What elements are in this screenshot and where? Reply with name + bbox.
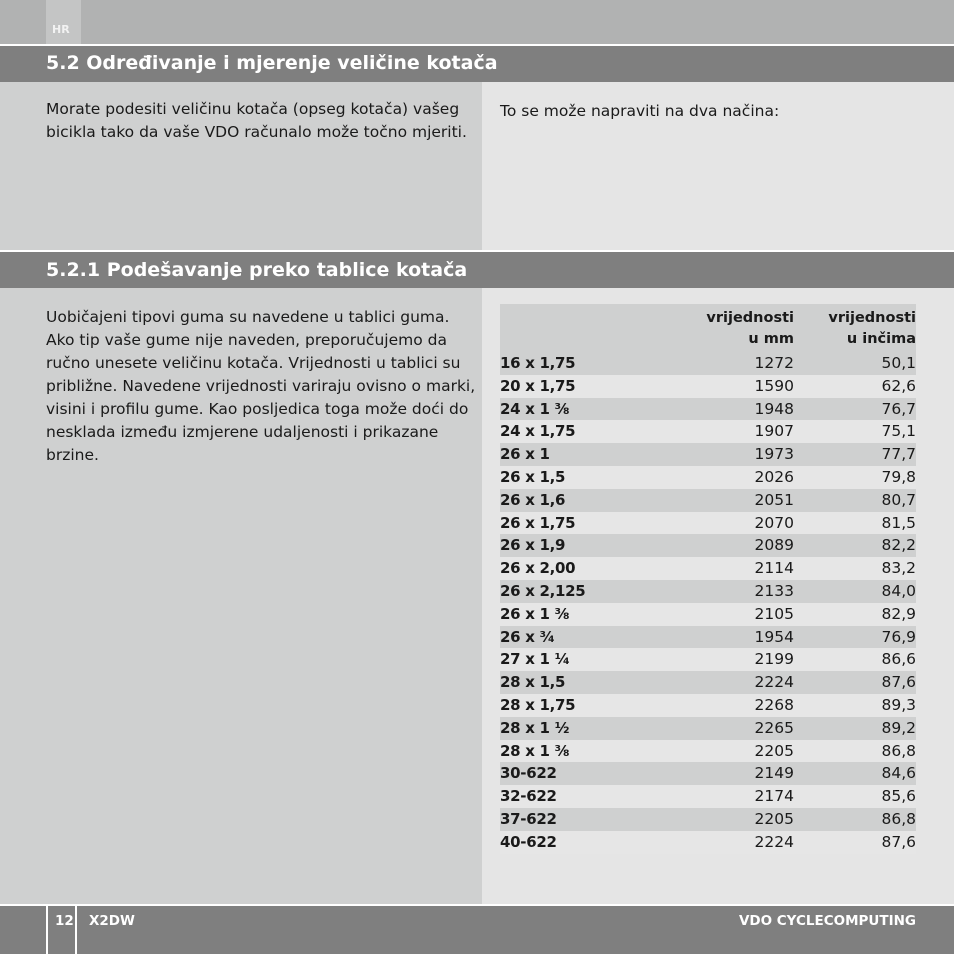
inch-value-cell: 81,5 <box>881 513 916 532</box>
column-header-mm: vrijednosti u mm <box>706 310 794 347</box>
tire-size-cell: 40-622 <box>500 832 557 851</box>
mm-value-cell: 2265 <box>754 718 794 737</box>
language-tab <box>46 0 81 44</box>
inch-value-cell: 87,6 <box>881 832 916 851</box>
paragraph-two-ways: To se može napraviti na dva načina: <box>500 102 780 120</box>
tire-size-cell: 30-622 <box>500 764 557 783</box>
tire-size-cell: 26 x 1 ³⁄₈ <box>500 604 570 623</box>
tire-size-cell: 28 x 1,75 <box>500 695 576 714</box>
tire-size-cell: 26 x ³⁄₄ <box>500 627 555 646</box>
inch-value-cell: 50,1 <box>881 354 916 372</box>
table-row <box>500 785 916 808</box>
mm-value-cell: 2070 <box>754 513 794 532</box>
table-row <box>500 762 916 785</box>
inch-value-cell: 89,3 <box>881 695 916 714</box>
table-row <box>500 398 916 421</box>
table-row <box>500 466 916 489</box>
tire-size-cell: 26 x 1,75 <box>500 513 576 532</box>
table-header <box>500 304 916 352</box>
inch-value-cell: 87,6 <box>881 673 916 692</box>
table-row <box>500 717 916 740</box>
table-row <box>500 671 916 694</box>
mm-value-cell: 1272 <box>754 354 794 372</box>
footer <box>0 906 954 954</box>
inch-value-cell: 62,6 <box>881 376 916 395</box>
table-row <box>500 808 916 831</box>
mm-value-cell: 2089 <box>754 536 794 555</box>
table-row <box>500 443 916 466</box>
mm-value-cell: 1907 <box>754 422 794 441</box>
mm-value-cell: 1948 <box>754 399 794 418</box>
mm-value-cell: 2174 <box>754 787 794 806</box>
mm-value-cell: 1973 <box>754 445 794 464</box>
mm-value-cell: 2105 <box>754 604 794 623</box>
inch-value-cell: 77,7 <box>881 445 916 464</box>
tire-size-cell: 26 x 2,00 <box>500 559 576 578</box>
table-row <box>500 557 916 580</box>
inch-value-cell: 83,2 <box>881 559 916 578</box>
tire-size-cell: 26 x 2,125 <box>500 581 586 600</box>
language-label: HR <box>52 23 70 36</box>
inch-value-cell: 86,8 <box>881 741 916 760</box>
mm-value-cell: 1590 <box>754 376 794 395</box>
table-row <box>500 831 916 854</box>
inch-value-cell: 76,9 <box>881 627 916 646</box>
section-header-5-2 <box>0 46 954 82</box>
model-name: X2DW <box>89 913 135 929</box>
table-row <box>500 603 916 626</box>
section-header-5-2-1 <box>0 252 954 288</box>
mm-value-cell: 2026 <box>754 467 794 486</box>
tire-size-cell: 20 x 1,75 <box>500 376 576 395</box>
table-row <box>500 375 916 398</box>
top-bar <box>0 0 954 44</box>
table-row <box>500 580 916 603</box>
section-title-5-2: 5.2 Određivanje i mjerenje veličine kotača <box>46 52 498 74</box>
tire-size-cell: 24 x 1,75 <box>500 422 576 441</box>
inch-value-cell: 84,0 <box>881 581 916 600</box>
tire-size-cell: 27 x 1 ¹⁄₄ <box>500 650 570 669</box>
mm-value-cell: 2149 <box>754 764 794 783</box>
inch-value-cell: 80,7 <box>881 490 916 509</box>
mm-value-cell: 2224 <box>754 673 794 692</box>
mm-value-cell: 2205 <box>754 809 794 828</box>
tire-size-cell: 26 x 1 <box>500 445 550 464</box>
tire-size-cell: 26 x 1,5 <box>500 467 566 486</box>
table-row <box>500 534 916 557</box>
column-header-inches: vrijednosti u inčima <box>828 310 916 347</box>
tire-size-cell: 16 x 1,75 <box>500 354 576 372</box>
mm-value-cell: 2224 <box>754 832 794 851</box>
tire-size-cell: 28 x 1,5 <box>500 673 566 692</box>
mm-value-cell: 2133 <box>754 581 794 600</box>
mm-value-cell: 1954 <box>754 627 794 646</box>
page-number-box <box>46 906 77 954</box>
tire-size-cell: 24 x 1 ³⁄₈ <box>500 399 570 418</box>
table-row <box>500 512 916 535</box>
section-title-5-2-1: 5.2.1 Podešavanje preko tablice kotača <box>46 259 468 281</box>
inch-value-cell: 75,1 <box>881 422 916 441</box>
tire-size-cell: 26 x 1,9 <box>500 536 566 555</box>
mm-value-cell: 2199 <box>754 650 794 669</box>
table-row <box>500 489 916 512</box>
inch-value-cell: 79,8 <box>881 467 916 486</box>
mm-value-cell: 2205 <box>754 741 794 760</box>
table-row <box>500 694 916 717</box>
inch-value-cell: 86,8 <box>881 809 916 828</box>
table-row <box>500 420 916 443</box>
mm-value-cell: 2268 <box>754 695 794 714</box>
inch-value-cell: 89,2 <box>881 718 916 737</box>
inch-value-cell: 76,7 <box>881 399 916 418</box>
paragraph-wheel-size-intro: Morate podesiti veličinu kotača (opseg kotača) vašeg bicikla tako da vaše VDO računalo može točno mjeriti. <box>46 100 467 141</box>
wheel-size-table <box>500 304 916 854</box>
mm-value-cell: 2114 <box>754 559 794 578</box>
inch-value-cell: 82,2 <box>881 536 916 555</box>
inch-value-cell: 84,6 <box>881 764 916 783</box>
table-row <box>500 740 916 763</box>
table-row <box>500 626 916 649</box>
tire-size-cell: 28 x 1 ³⁄₈ <box>500 741 570 760</box>
tire-size-cell: 37-622 <box>500 809 557 828</box>
page-number: 12 <box>55 913 74 929</box>
table-row <box>500 648 916 671</box>
tire-size-cell: 28 x 1 ¹⁄₂ <box>500 718 570 737</box>
inch-value-cell: 85,6 <box>881 787 916 806</box>
paragraph-tire-table-info: Uobičajeni tipovi guma su navedene u tablici guma. Ako tip vaše gume nije naveden, preporučujemo da ručno unesete veličinu kotača. Vrijednosti u tablici su približne. Navedene vrijednosti variraju ovisno o marki, visini i profilu gume. Kao posljedica toga može doći do nesklada između izmjerene udaljenosti i prikazane brzine. <box>46 308 476 464</box>
inch-value-cell: 86,6 <box>881 650 916 669</box>
table-row <box>500 352 916 375</box>
brand-name: VDO CYCLECOMPUTING <box>738 913 916 929</box>
tire-size-cell: 32-622 <box>500 787 557 806</box>
table-body <box>500 352 916 854</box>
mm-value-cell: 2051 <box>754 490 794 509</box>
tire-size-cell: 26 x 1,6 <box>500 490 566 509</box>
inch-value-cell: 82,9 <box>881 604 916 623</box>
